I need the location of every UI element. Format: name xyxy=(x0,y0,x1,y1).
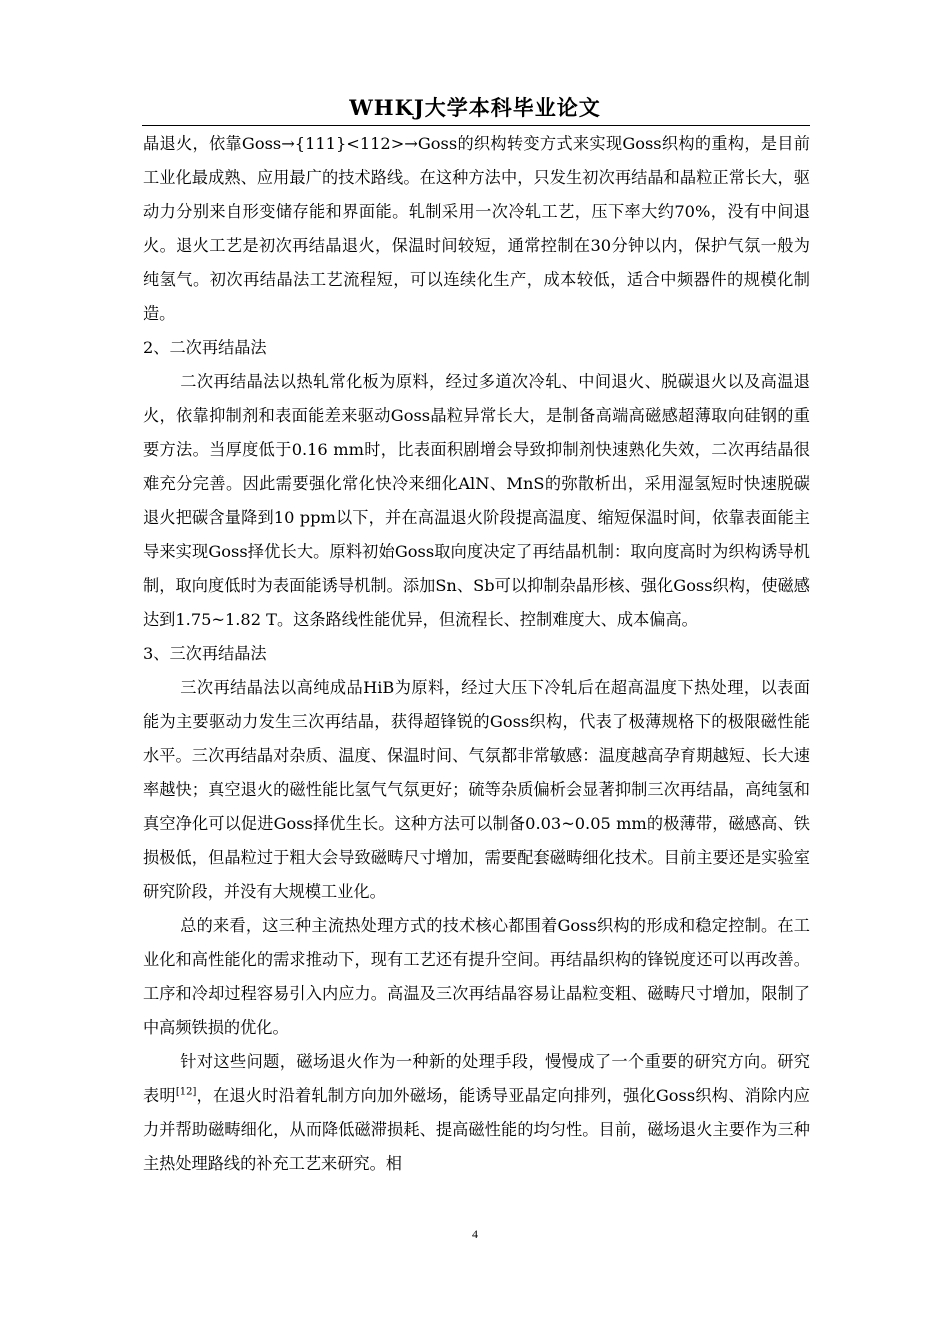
paragraph-tertiary-recrystallization: 三次再结晶法以高纯成品HiB为原料，经过大压下冷轧后在超高温度下热处理，以表面能为主要驱动力发生三次再结晶，获得超锋锐的Goss织构，代表了极薄规格下的极限磁性能水平。三次再结晶对杂质、温度、保温时间、气氛都非常敏感：温度越高孕育期越短、长大速率越快；真空退火的磁性能比氢气气氛更好；硫等杂质偏析会显著抑制三次再结晶，高纯氢和真空净化可以促进Goss择优生长。这种方法可以制备0.03~0.05 mm的极薄带，磁感高、铁损极低，但晶粒过于粗大会导致磁畴尺寸增加，需要配套磁畴细化技术。目前主要还是实验室研究阶段，并没有大规模工业化。 xyxy=(143,678,810,901)
paragraph-secondary-recrystallization: 二次再结晶法以热轧常化板为原料，经过多道次冷轧、中间退火、脱碳退火以及高温退火，依靠抑制剂和表面能差来驱动Goss晶粒异常长大，是制备高端高磁感超薄取向硅钢的重要方法。当厚度低于0.16 mm时，比表面积剧增会导致抑制剂快速熟化失效，二次再结晶很难充分完善。因此需要强化常化快冷来细化AlN、MnS的弥散析出，采用湿氢短时快速脱碳退火把碳含量降到10 ppm以下，并在高温退火阶段提高温度、缩短保温时间，依靠表面能主导来实现Goss择优长大。原料初始Goss取向度决定了再结晶机制：取向度高时为织构诱导机制，取向度低时为表面能诱导机制。添加Sn、Sb可以抑制杂晶形核、强化Goss织构，使磁感达到1.75~1.82 T。这条路线性能优异，但流程长、控制难度大、成本偏高。 xyxy=(143,372,810,629)
paragraph-summary: 总的来看，这三种主流热处理方式的技术核心都围着Goss织构的形成和稳定控制。在工业化和高性能化的需求推动下，现有工艺还有提升空间。再结晶织构的锋锐度还可以再改善。工序和冷却过程容易引入内应力。高温及三次再结晶容易让晶粒变粗、磁畴尺寸增加，限制了中高频铁损的优化。 xyxy=(143,916,810,1037)
section-heading-secondary-recrystallization: 2、二次再结晶法 xyxy=(143,338,267,357)
section-heading-tertiary-recrystallization: 3、三次再结晶法 xyxy=(143,644,267,663)
paragraph-magnetic-annealing xyxy=(143,1045,810,1181)
paragraph-magnetic-annealing-part1: 针对这些问题，磁场退火作为一种新的处理手段，慢慢成了一个重要的研究方向。研究表明 xyxy=(143,1052,810,1105)
page-header-title: WHKJ大学本科毕业论文 xyxy=(349,95,601,120)
paragraph-magnetic-annealing-part2: ，在退火时沿着轧制方向加外磁场，能诱导亚晶定向排列，强化Goss织构、消除内应力并帮助磁畴细化，从而降低磁滞损耗、提高磁性能的均匀性。目前，磁场退火主要作为三种主热处理路线的补充工艺来研究。相 xyxy=(143,1086,810,1173)
page-number: 4 xyxy=(472,1227,478,1241)
citation-reference[interactable]: [12] xyxy=(175,1086,197,1098)
document-body xyxy=(143,127,810,1181)
paragraph-continuation: 晶退火，依靠Goss→{111}<112>→Goss的织构转变方式来实现Goss织构的重构，是目前工业化最成熟、应用最广的技术路线。在这种方法中，只发生初次再结晶和晶粒正常长大，驱动力分别来自形变储存能和界面能。轧制采用一次冷轧工艺，压下率大约70%，没有中间退火。退火工艺是初次再结晶退火，保温时间较短，通常控制在30分钟以内，保护气氛一般为纯氢气。初次再结晶法工艺流程短，可以连续化生产，成本较低，适合中频器件的规模化制造。 xyxy=(143,134,810,323)
header-rule xyxy=(142,125,810,126)
